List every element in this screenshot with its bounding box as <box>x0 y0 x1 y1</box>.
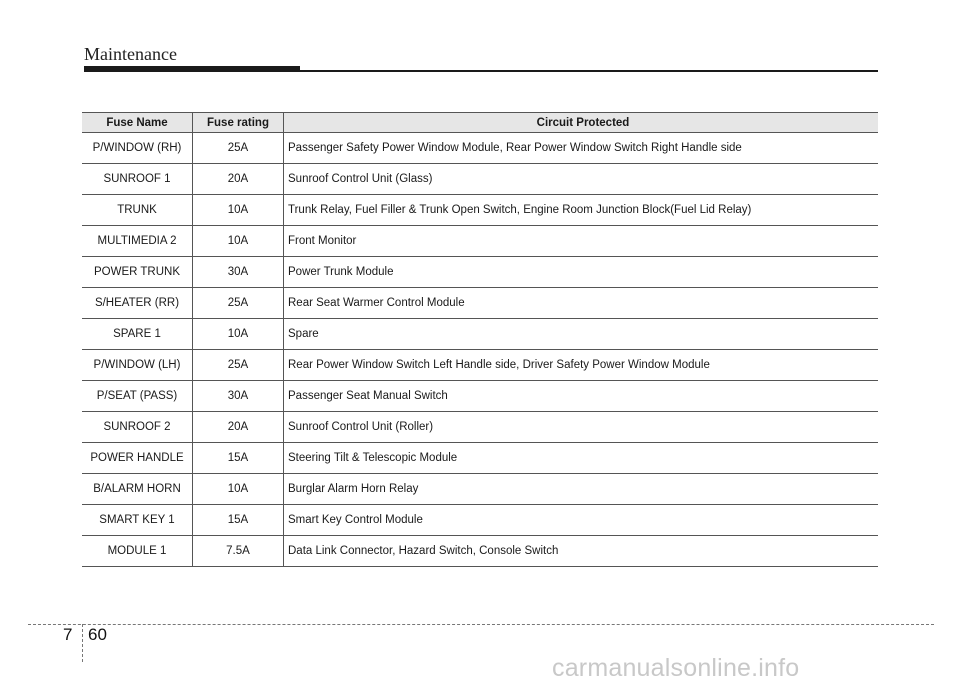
table-row <box>82 133 878 164</box>
fuse-name-cell: P/WINDOW (LH) <box>82 350 193 381</box>
circuit-protected-cell: Burglar Alarm Horn Relay <box>284 474 879 505</box>
page-number: 60 <box>88 625 107 644</box>
circuit-protected-cell: Rear Seat Warmer Control Module <box>284 288 879 319</box>
circuit-protected-cell: Data Link Connector, Hazard Switch, Console Switch <box>284 536 879 567</box>
circuit-protected-cell: Power Trunk Module <box>284 257 879 288</box>
table-row <box>82 350 878 381</box>
watermark: carmanualsonline.info <box>552 654 800 682</box>
table-row <box>82 319 878 350</box>
fuse-name-cell: P/SEAT (PASS) <box>82 381 193 412</box>
fuse-rating-cell: 10A <box>193 474 284 505</box>
footer-rule <box>28 624 934 625</box>
table-row <box>82 164 878 195</box>
table-row <box>82 412 878 443</box>
fuse-rating-cell: 15A <box>193 443 284 474</box>
header-circuit-protected: Circuit Protected <box>284 113 879 133</box>
header-rule-thin <box>300 70 878 72</box>
fuse-name-cell: B/ALARM HORN <box>82 474 193 505</box>
circuit-protected-cell: Steering Tilt & Telescopic Module <box>284 443 879 474</box>
table-row <box>82 195 878 226</box>
fuse-name-cell: SMART KEY 1 <box>82 505 193 536</box>
fuse-name-cell: S/HEATER (RR) <box>82 288 193 319</box>
fuse-name-cell: MODULE 1 <box>82 536 193 567</box>
footer-divider <box>82 624 83 662</box>
fuse-rating-cell: 25A <box>193 350 284 381</box>
circuit-protected-cell: Passenger Seat Manual Switch <box>284 381 879 412</box>
fuse-rating-cell: 15A <box>193 505 284 536</box>
fuse-table <box>82 112 878 567</box>
fuse-rating-cell: 25A <box>193 288 284 319</box>
fuse-rating-cell: 30A <box>193 257 284 288</box>
fuse-name-cell: POWER HANDLE <box>82 443 193 474</box>
header-fuse-name: Fuse Name <box>82 113 193 133</box>
circuit-protected-cell: Front Monitor <box>284 226 879 257</box>
fuse-rating-cell: 10A <box>193 195 284 226</box>
fuse-rating-cell: 25A <box>193 133 284 164</box>
circuit-protected-cell: Sunroof Control Unit (Roller) <box>284 412 879 443</box>
table-row <box>82 443 878 474</box>
circuit-protected-cell: Trunk Relay, Fuel Filler & Trunk Open Switch, Engine Room Junction Block(Fuel Lid Relay) <box>284 195 879 226</box>
header-fuse-rating: Fuse rating <box>193 113 284 133</box>
circuit-protected-cell: Sunroof Control Unit (Glass) <box>284 164 879 195</box>
fuse-rating-cell: 10A <box>193 319 284 350</box>
table-row <box>82 505 878 536</box>
table-row <box>82 474 878 505</box>
table-row <box>82 257 878 288</box>
fuse-rating-cell: 20A <box>193 412 284 443</box>
fuse-name-cell: SPARE 1 <box>82 319 193 350</box>
table-row <box>82 381 878 412</box>
header-rule-thick <box>84 66 300 72</box>
section-title: Maintenance <box>84 44 177 64</box>
circuit-protected-cell: Rear Power Window Switch Left Handle side, Driver Safety Power Window Module <box>284 350 879 381</box>
fuse-name-cell: SUNROOF 1 <box>82 164 193 195</box>
fuse-rating-cell: 20A <box>193 164 284 195</box>
fuse-rating-cell: 7.5A <box>193 536 284 567</box>
circuit-protected-cell: Smart Key Control Module <box>284 505 879 536</box>
chapter-number: 7 <box>63 625 73 644</box>
table-header-row <box>82 113 878 133</box>
circuit-protected-cell: Spare <box>284 319 879 350</box>
fuse-rating-cell: 10A <box>193 226 284 257</box>
fuse-name-cell: POWER TRUNK <box>82 257 193 288</box>
table-row <box>82 226 878 257</box>
table-row <box>82 536 878 567</box>
fuse-name-cell: TRUNK <box>82 195 193 226</box>
fuse-rating-cell: 30A <box>193 381 284 412</box>
fuse-name-cell: MULTIMEDIA 2 <box>82 226 193 257</box>
table-row <box>82 288 878 319</box>
fuse-name-cell: P/WINDOW (RH) <box>82 133 193 164</box>
fuse-name-cell: SUNROOF 2 <box>82 412 193 443</box>
circuit-protected-cell: Passenger Safety Power Window Module, Rear Power Window Switch Right Handle side <box>284 133 879 164</box>
